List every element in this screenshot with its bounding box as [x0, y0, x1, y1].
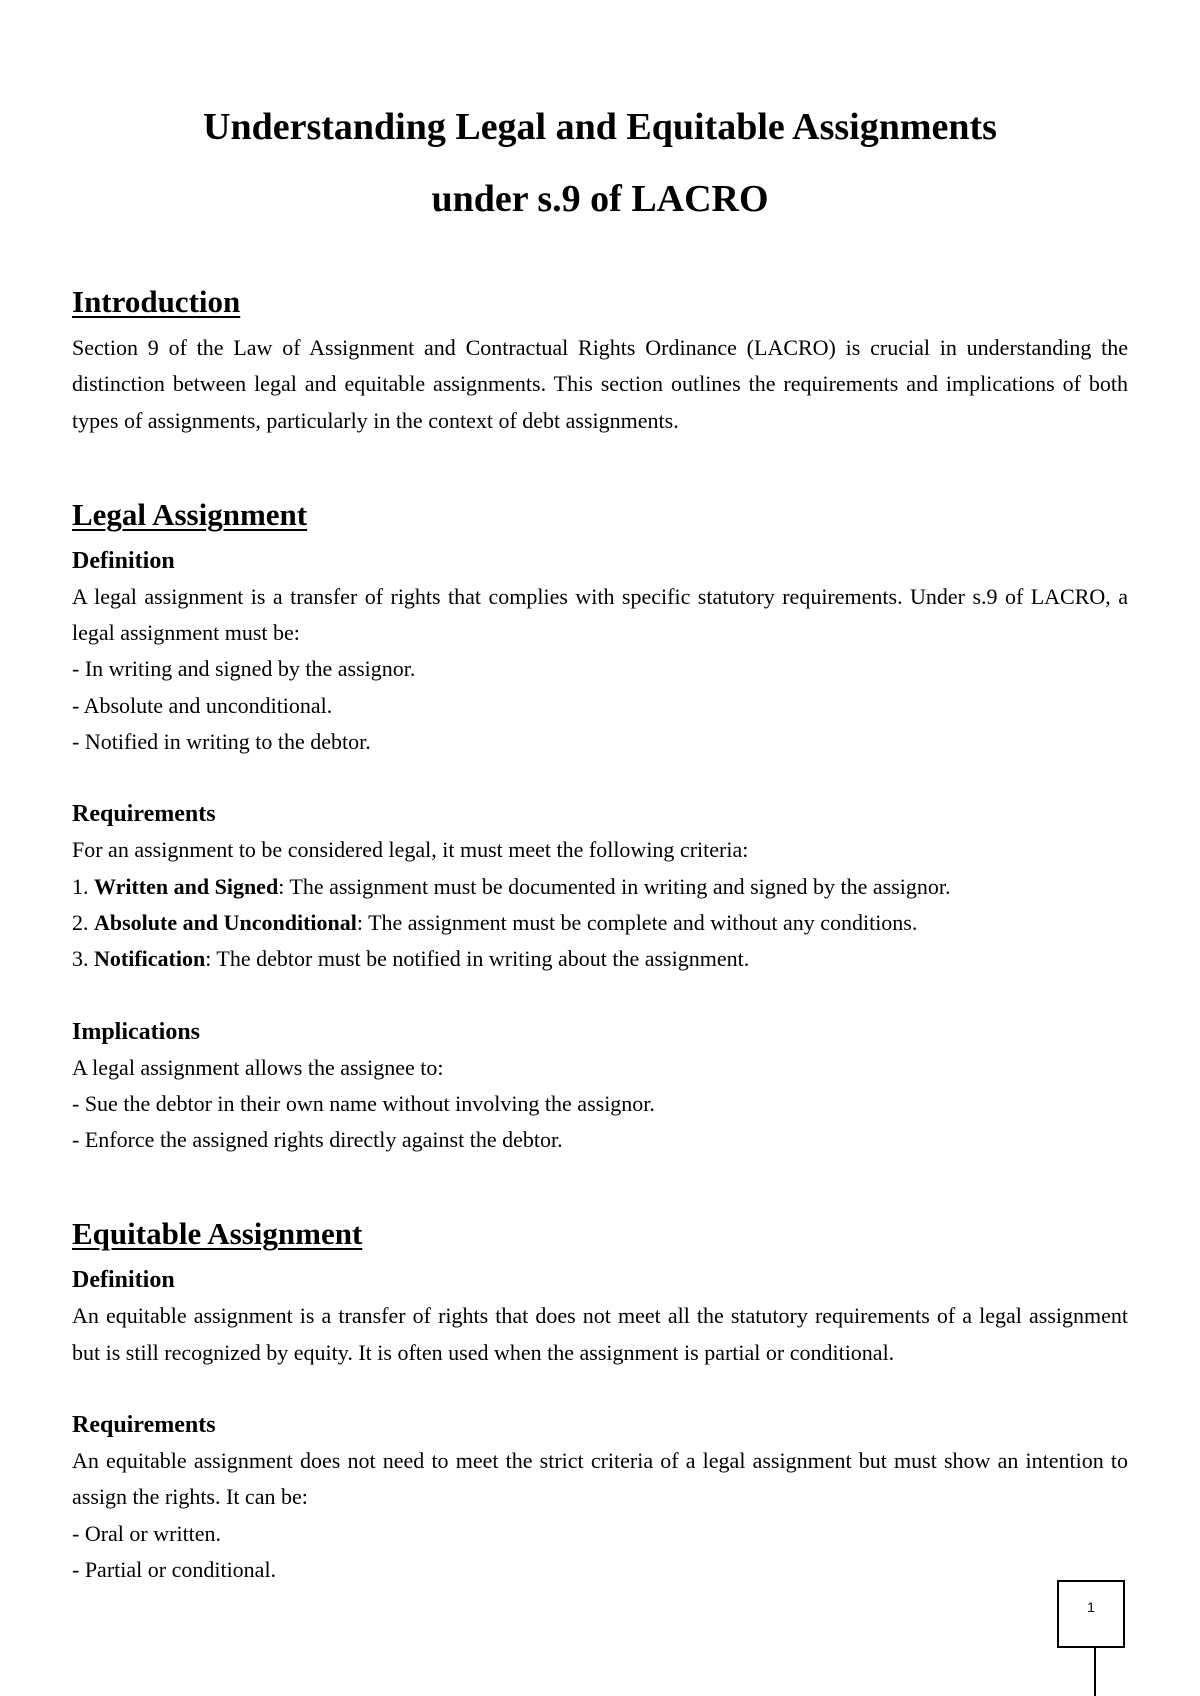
equitable-definition-heading: Definition: [72, 1267, 175, 1294]
legal-implications-heading: Implications: [72, 1018, 201, 1045]
item-number: 2.: [72, 909, 94, 935]
equitable-requirements-paragraph: An equitable assignment does not need to meet the strict criteria of a legal assignment but must show an intention to assign the rights. It can be:: [72, 1448, 1128, 1510]
document-title-line-1: Understanding Legal and Equitable Assignments: [203, 106, 997, 148]
list-item: - Partial or conditional.: [72, 1556, 277, 1582]
list-item: - Oral or written.: [72, 1520, 222, 1546]
introduction-paragraph: Section 9 of the Law of Assignment and Contractual Rights Ordinance (LACRO) is crucial in understanding the distinction between legal and equitable assignments. This section outlines the requirements and implications of both types of assignments, particularly in the context of debt assignments.: [72, 335, 1128, 433]
legal-requirements-heading: Requirements: [72, 801, 216, 828]
numbered-list-item: [72, 905, 1128, 941]
item-term: Written and Signed: [94, 873, 279, 899]
legal-implications-intro: A legal assignment allows the assignee to:: [72, 1054, 444, 1080]
equitable-requirements-heading: Requirements: [72, 1412, 216, 1439]
page-number-connector: [1094, 1648, 1096, 1696]
page-number: 1: [1057, 1580, 1125, 1648]
legal-definition-heading: Definition: [72, 547, 175, 574]
item-number: 3.: [72, 946, 94, 972]
list-item: - Enforce the assigned rights directly against the debtor.: [72, 1127, 563, 1153]
list-item: - Absolute and unconditional.: [72, 692, 333, 718]
item-number: 1.: [72, 873, 94, 899]
legal-assignment-heading: Legal Assignment: [72, 496, 308, 532]
item-text: : The assignment must be complete and without any conditions.: [356, 909, 918, 935]
list-item: - Sue the debtor in their own name without involving the assignor.: [72, 1090, 655, 1116]
equitable-assignment-heading: Equitable Assignment: [72, 1216, 363, 1252]
list-item: - Notified in writing to the debtor.: [72, 729, 371, 755]
item-term: Absolute and Unconditional: [94, 909, 357, 935]
legal-definition-paragraph: A legal assignment is a transfer of rights that complies with specific statutory requirements. Under s.9 of LACRO, a legal assignment must be:: [72, 583, 1128, 646]
introduction-heading: Introduction: [72, 284, 241, 319]
document-title-line-2: under s.9 of LACRO: [431, 178, 769, 220]
item-text: : The assignment must be documented in writing and signed by the assignor.: [278, 873, 951, 899]
document-body: [72, 282, 1128, 1588]
legal-requirements-intro: For an assignment to be considered legal, it must meet the following criteria:: [72, 837, 749, 863]
list-item: - In writing and signed by the assignor.: [72, 656, 416, 682]
equitable-definition-paragraph: An equitable assignment is a transfer of rights that does not meet all the statutory requirements of a legal assignment but is still recognized by equity. It is often used when the assignment is partial or conditional.: [72, 1303, 1128, 1365]
numbered-list-item: [72, 869, 1128, 905]
item-term: Notification: [94, 946, 206, 972]
numbered-list-item: [72, 941, 1128, 977]
item-text: : The debtor must be notified in writing about the assignment.: [205, 946, 750, 972]
